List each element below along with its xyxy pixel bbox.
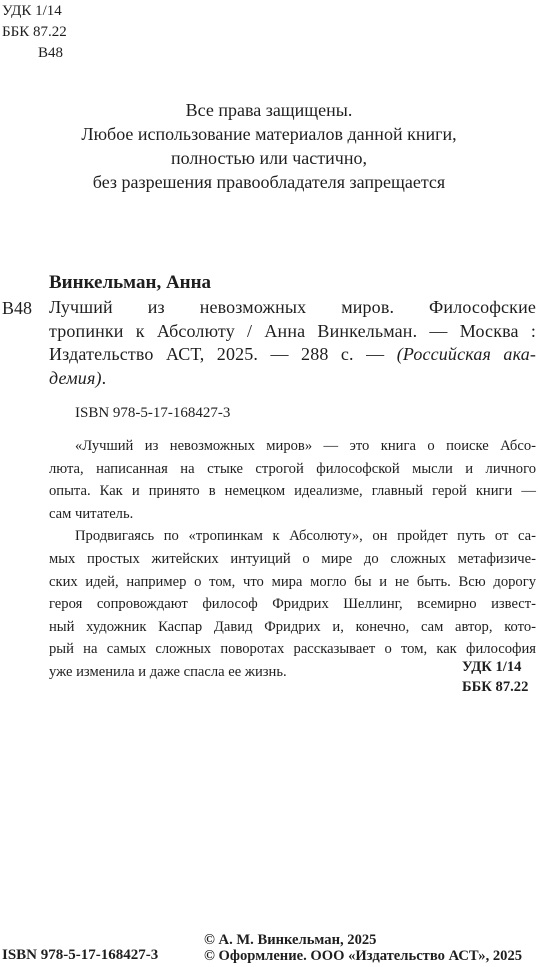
annotation-line: «Лучший из невозможных миров» — это книга о поиске Абсо- [75,438,536,454]
series-title-part: демия) [49,367,102,388]
annotation-line: ских идей, например о том, что мира могло бы и не быть. Всю дорогу [49,573,536,590]
biblio-line [49,367,536,391]
classification-codes [2,1,67,64]
udk-code: УДК 1/14 [2,3,62,19]
entry-isbn: ISBN 978-5-17-168427-3 [75,405,231,421]
series-title-part: (Российская ака- [396,344,536,364]
annotation-line: ный художник Каспар Давид Фридрих и, конечно, сам автор, кото- [49,618,536,635]
footer-udk: УДК 1/14 [462,659,522,675]
annotation-line: Продвигаясь по «тропинкам к Абсолюту», он пройдет путь от са- [75,528,536,545]
copyright-author: © А. М. Винкельман, 2025 [204,932,377,948]
annotation-line: мых простых житейских интуиций о мире до сложных метафизиче- [49,550,536,567]
footer-codes [462,657,528,697]
annotation [49,435,536,684]
biblio-line: тропинки к Абсолюту / Анна Винкельман. — Москва : [49,320,536,341]
annotation-line: уже изменила и даже спасла ее жизнь. [49,663,287,680]
biblio-text: Издательство АСТ, 2025. — 288 с. — [49,344,397,364]
biblio-line [49,343,536,367]
bibliographic-description [49,296,536,390]
rights-line: полностью или частично, [171,148,367,168]
end-punct: . [101,367,107,388]
entry-index: В48 [2,298,33,318]
rights-line: Любое использование материалов данной книги, [81,124,457,144]
bbk-code: ББК 87.22 [2,24,67,40]
entry-author: Винкельман, Анна [49,272,212,293]
annotation-line: сам читатель. [49,505,134,522]
annotation-line: рый на самых сложных поворотах рассказывает о том, как философия [49,641,536,658]
footer-isbn: ISBN 978-5-17-168427-3 [2,947,159,963]
copyright-block [204,932,522,964]
author-mark: В48 [38,45,64,61]
copyright-publisher: © Оформление. ООО «Издательство АСТ», 2025 [204,948,523,964]
footer-bbk: ББК 87.22 [462,679,529,695]
annotation-line: героя сопровождают философ Фридрих Шеллинг, всемирно извест- [49,596,536,613]
annotation-line: опыта. Как и принято в немецком идеализме, главный герой книги — [49,483,536,500]
biblio-line: Лучший из невозможных миров. Философские [49,297,536,317]
annotation-line: люта, написанная на стыке строгой философской мысли и личного [49,460,536,477]
rights-line: без разрешения правообладателя запрещается [92,172,446,192]
rights-line: Все права защищены. [185,100,353,120]
rights-notice [0,98,538,194]
